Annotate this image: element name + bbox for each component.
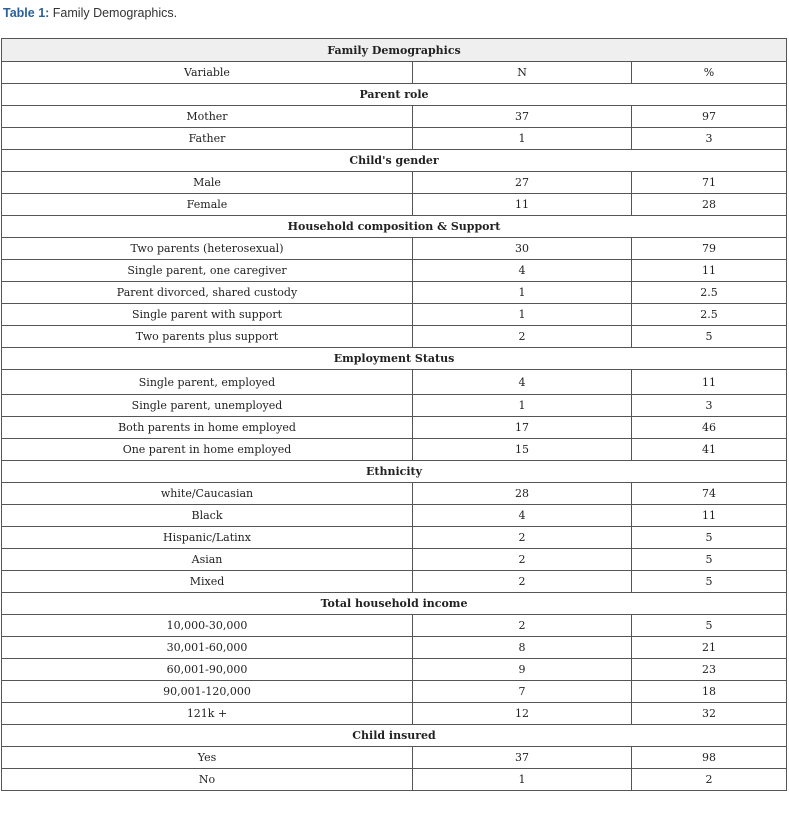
cell-percent: 3 [632, 395, 787, 417]
cell-n: 1 [413, 395, 632, 417]
cell-percent: 98 [632, 747, 787, 769]
cell-n: 7 [413, 681, 632, 703]
table-row [2, 370, 787, 395]
cell-n: 2 [413, 615, 632, 637]
cell-n: 1 [413, 304, 632, 326]
cell-percent: 2.5 [632, 282, 787, 304]
cell-variable: 30,001-60,000 [2, 637, 413, 659]
cell-variable: Yes [2, 747, 413, 769]
cell-n: 8 [413, 637, 632, 659]
section-heading: Total household income [2, 593, 787, 615]
cell-variable: Parent divorced, shared custody [2, 282, 413, 304]
cell-percent: 2 [632, 769, 787, 791]
cell-percent: 11 [632, 260, 787, 282]
cell-percent: 11 [632, 370, 787, 395]
column-header-variable: Variable [2, 62, 413, 84]
table-row [2, 194, 787, 216]
section-heading: Ethnicity [2, 461, 787, 483]
cell-percent: 2.5 [632, 304, 787, 326]
cell-n: 27 [413, 172, 632, 194]
cell-variable: 60,001-90,000 [2, 659, 413, 681]
cell-n: 2 [413, 326, 632, 348]
cell-percent: 5 [632, 326, 787, 348]
cell-percent: 41 [632, 439, 787, 461]
table-row [2, 659, 787, 681]
cell-percent: 32 [632, 703, 787, 725]
cell-n: 37 [413, 747, 632, 769]
table-title: Family Demographics [2, 39, 787, 62]
table-row [2, 326, 787, 348]
table-row [2, 172, 787, 194]
table-row [2, 238, 787, 260]
table-row [2, 527, 787, 549]
section-heading: Child insured [2, 725, 787, 747]
table-row [2, 128, 787, 150]
table-row [2, 505, 787, 527]
cell-variable: Mixed [2, 571, 413, 593]
cell-variable: Both parents in home employed [2, 417, 413, 439]
cell-variable: Single parent, employed [2, 370, 413, 395]
cell-percent: 74 [632, 483, 787, 505]
cell-percent: 5 [632, 527, 787, 549]
cell-variable: Single parent, unemployed [2, 395, 413, 417]
cell-variable: Two parents plus support [2, 326, 413, 348]
section-heading-row [2, 593, 787, 615]
table-row [2, 106, 787, 128]
cell-percent: 3 [632, 128, 787, 150]
cell-percent: 71 [632, 172, 787, 194]
cell-percent: 18 [632, 681, 787, 703]
cell-variable: Black [2, 505, 413, 527]
section-heading: Child's gender [2, 150, 787, 172]
cell-variable: Mother [2, 106, 413, 128]
cell-variable: One parent in home employed [2, 439, 413, 461]
section-heading: Employment Status [2, 348, 787, 370]
cell-variable: Asian [2, 549, 413, 571]
cell-variable: 121k + [2, 703, 413, 725]
cell-variable: 90,001-120,000 [2, 681, 413, 703]
table-row [2, 260, 787, 282]
table-row [2, 681, 787, 703]
cell-variable: white/Caucasian [2, 483, 413, 505]
cell-n: 4 [413, 370, 632, 395]
table-row [2, 615, 787, 637]
cell-percent: 79 [632, 238, 787, 260]
table-row [2, 769, 787, 791]
cell-n: 1 [413, 282, 632, 304]
cell-variable: Father [2, 128, 413, 150]
table-caption-label: Table 1: [3, 6, 50, 20]
table-caption-text: Family Demographics. [49, 6, 178, 20]
table-row [2, 637, 787, 659]
section-heading-row [2, 216, 787, 238]
table-caption [3, 6, 177, 20]
section-heading: Parent role [2, 84, 787, 106]
table-row [2, 395, 787, 417]
cell-n: 2 [413, 527, 632, 549]
table-row [2, 571, 787, 593]
section-heading-row [2, 84, 787, 106]
table-row [2, 747, 787, 769]
section-heading-row [2, 150, 787, 172]
cell-variable: No [2, 769, 413, 791]
cell-n: 30 [413, 238, 632, 260]
cell-n: 17 [413, 417, 632, 439]
cell-percent: 11 [632, 505, 787, 527]
table-row [2, 483, 787, 505]
cell-percent: 46 [632, 417, 787, 439]
cell-percent: 23 [632, 659, 787, 681]
table-row [2, 703, 787, 725]
cell-variable: Two parents (heterosexual) [2, 238, 413, 260]
cell-n: 4 [413, 260, 632, 282]
table-row [2, 282, 787, 304]
cell-percent: 5 [632, 615, 787, 637]
section-heading: Household composition & Support [2, 216, 787, 238]
cell-percent: 5 [632, 571, 787, 593]
cell-n: 28 [413, 483, 632, 505]
cell-n: 37 [413, 106, 632, 128]
cell-n: 1 [413, 769, 632, 791]
cell-percent: 97 [632, 106, 787, 128]
section-heading-row [2, 725, 787, 747]
table-row [2, 549, 787, 571]
cell-n: 12 [413, 703, 632, 725]
cell-variable: Single parent with support [2, 304, 413, 326]
cell-variable: Single parent, one caregiver [2, 260, 413, 282]
family-demographics-table [1, 38, 787, 791]
cell-percent: 5 [632, 549, 787, 571]
cell-variable: Female [2, 194, 413, 216]
column-header-percent: % [632, 62, 787, 84]
cell-n: 4 [413, 505, 632, 527]
section-heading-row [2, 461, 787, 483]
cell-variable: 10,000-30,000 [2, 615, 413, 637]
cell-variable: Hispanic/Latinx [2, 527, 413, 549]
cell-n: 9 [413, 659, 632, 681]
cell-n: 11 [413, 194, 632, 216]
cell-n: 2 [413, 549, 632, 571]
cell-percent: 21 [632, 637, 787, 659]
cell-percent: 28 [632, 194, 787, 216]
cell-n: 15 [413, 439, 632, 461]
table-row [2, 439, 787, 461]
section-heading-row [2, 348, 787, 370]
table-row [2, 417, 787, 439]
cell-n: 1 [413, 128, 632, 150]
cell-variable: Male [2, 172, 413, 194]
table-row [2, 304, 787, 326]
table-title-row [2, 39, 787, 62]
table-header-row [2, 62, 787, 84]
cell-n: 2 [413, 571, 632, 593]
column-header-n: N [413, 62, 632, 84]
